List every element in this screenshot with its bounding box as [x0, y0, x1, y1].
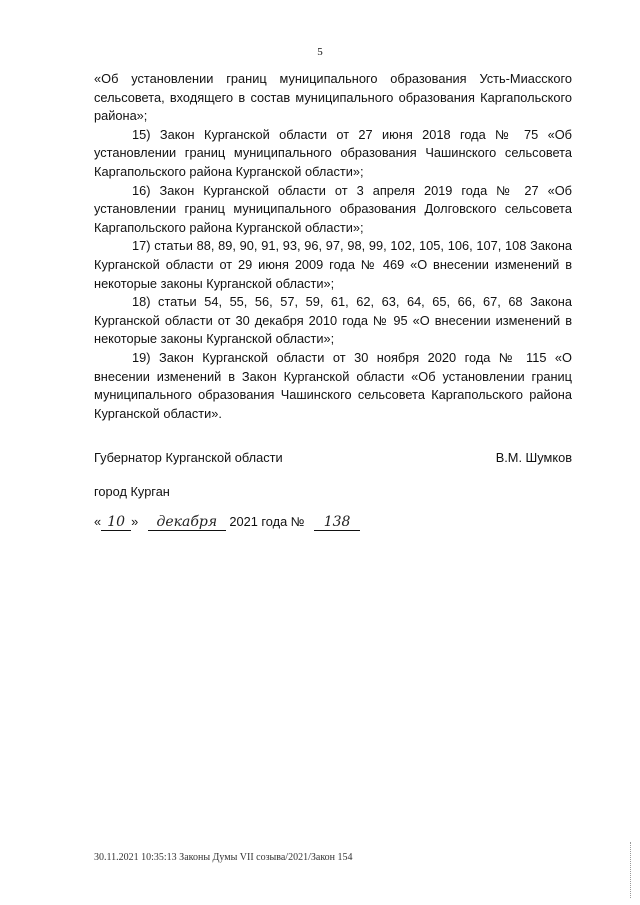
- footer-stamp: 30.11.2021 10:35:13 Законы Думы VII созыва/2021/Закон 154: [94, 852, 353, 863]
- handwritten-month: декабря: [148, 514, 226, 531]
- close-quote: »: [131, 514, 139, 529]
- paragraph-item-16: 16) Закон Курганской области от 3 апреля 2019 года № 27 «Об установлении границ муниципального образования Долговского сельсовета Каргапольского района Курганской области»;: [94, 182, 572, 235]
- paragraph-item-15: 15) Закон Курганской области от 27 июня 2018 года № 75 «Об установлении границ муниципального образования Чашинского сельсовета Каргапольского района Курганской области»;: [94, 126, 572, 179]
- handwritten-day: 10: [101, 514, 131, 531]
- open-quote: «: [94, 514, 102, 529]
- signature-block: [94, 450, 572, 465]
- scan-edge-marks: [630, 842, 633, 898]
- signatory-title: Губернатор Курганской области: [94, 450, 283, 465]
- paragraph-item-17: 17) статьи 88, 89, 90, 91, 93, 96, 97, 98, 99, 102, 105, 106, 107, 108 Закона Курганской области от 29 июня 2009 года № 469 «О внесении изменений в некоторые законы Курганской области»;: [94, 238, 572, 291]
- paragraph-continuation: «Об установлении границ муниципального образования Усть-Миасского сельсовета, входящего в состав муниципального образования Каргапольского района»;: [94, 71, 572, 124]
- paragraph-item-18: 18) статьи 54, 55, 56, 57, 59, 61, 62, 63, 64, 65, 66, 67, 68 Закона Курганской области от 30 декабря 2010 года № 95 «О внесении изменений в некоторые законы Курганской области»;: [94, 294, 572, 347]
- handwritten-law-number: 138: [314, 514, 360, 531]
- year-text: 2021 года №: [229, 514, 305, 529]
- city-line: город Курган: [94, 484, 170, 499]
- date-line: [94, 514, 360, 531]
- signatory-name: В.М. Шумков: [495, 450, 572, 465]
- document-body: [94, 70, 572, 423]
- page-number: 5: [317, 46, 323, 58]
- paragraph-item-19: 19) Закон Курганской области от 30 ноября 2020 года № 115 «О внесении изменений в Закон Курганской области «Об установлении границ муниципального образования Чашинского сельсовета Каргапольского района Курганской области».: [94, 349, 572, 421]
